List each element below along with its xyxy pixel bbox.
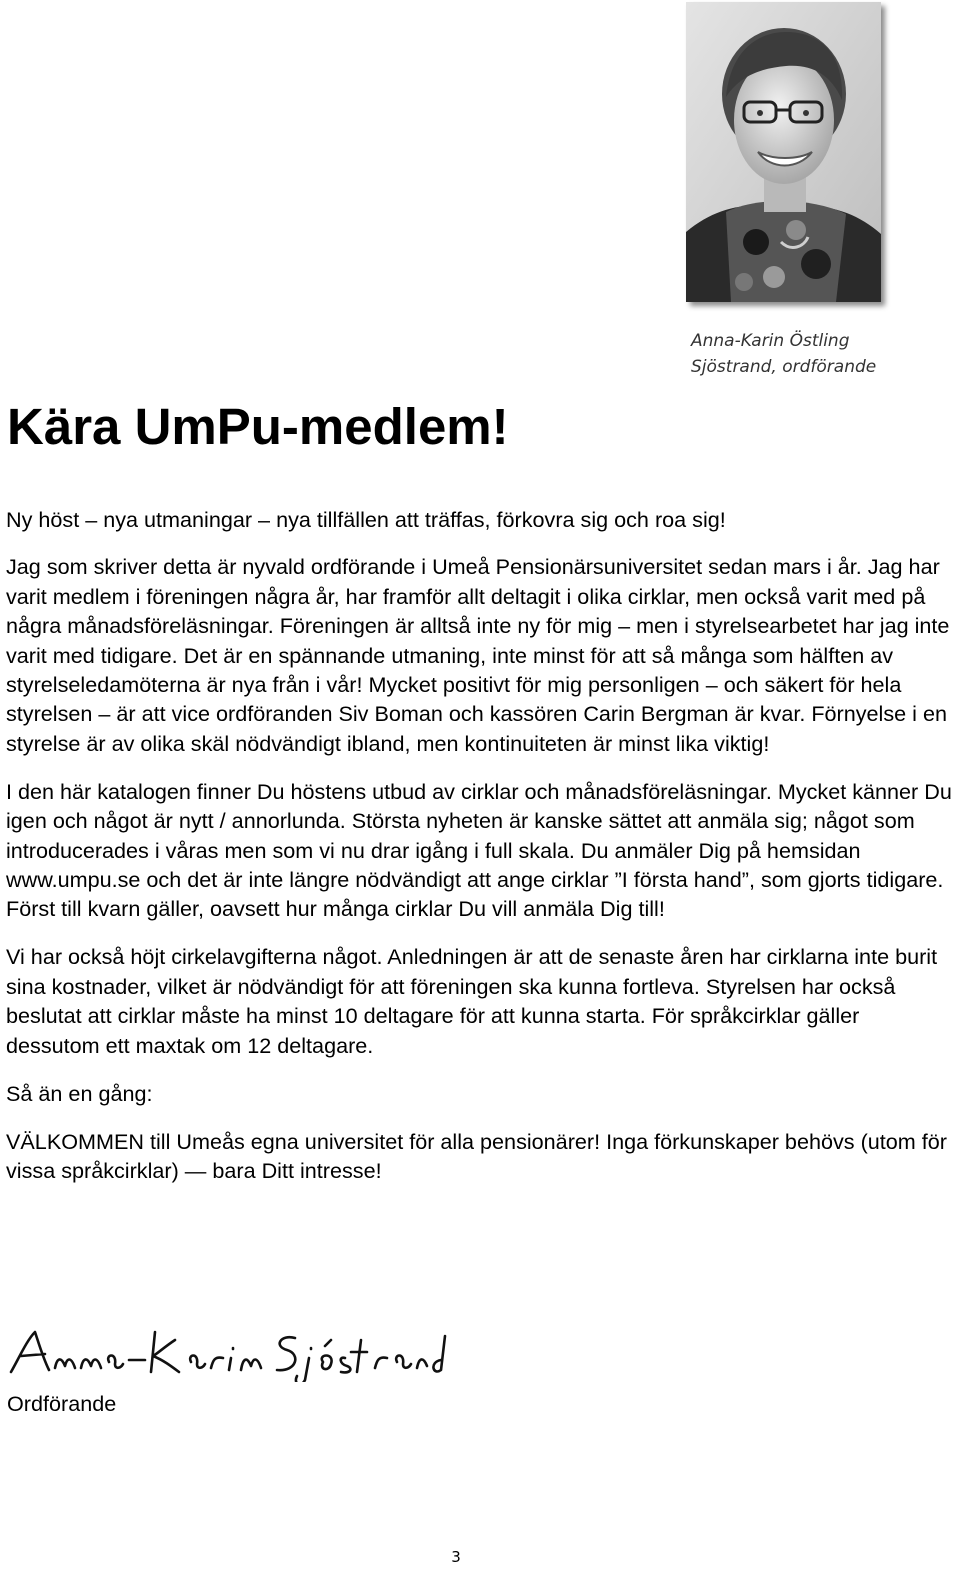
photo-caption: [691, 328, 951, 380]
paragraph-welcome: VÄLKOMMEN till Umeås egna universitet för alla pensionärer! Inga förkunskaper behövs (utom för vissa språkcirklar) — bara Ditt intresse!: [6, 1128, 947, 1184]
paragraph-once-more: Så än en gång:: [6, 1080, 153, 1106]
page-title: Kära UmPu-medlem!: [7, 398, 509, 455]
signature-icon: [5, 1318, 455, 1382]
caption-line-1: Anna-Karin Östling: [691, 331, 850, 351]
handwritten-signature: [5, 1318, 455, 1382]
page-number: 3: [451, 1548, 461, 1566]
paragraph-catalog: I den här katalogen finner Du höstens utbud av cirklar och månadsföreläsningar. Mycket känner Du igen och något är nytt / annorlunda. Största nyheten är kanske sättet att anmäla sig; något som introducerades i våras men som vi nu drar igång i full skala. Du anmäler Dig på hemsidan www.umpu.se och det är inte längre nödvändigt att ange cirklar ”I första hand”, som gjorts tidigare. Först till kvarn gäller, oavsett hur många cirklar Du vill anmäla Dig till!: [6, 778, 952, 922]
letter-body: [6, 505, 954, 1204]
paragraph-intro: Ny höst – nya utmaningar – nya tillfällen att träffas, förkovra sig och roa sig!: [6, 507, 726, 532]
portrait-photo: [686, 2, 881, 302]
signature-title: Ordförande: [7, 1391, 117, 1416]
paragraph-chair: Jag som skriver detta är nyvald ordförande i Umeå Pensionärsuniversitet sedan mars i år. Jag har varit medlem i föreningen några år, har framför allt deltagit i olika cirklar, men också varit med på några månadsföreläsningar. Föreningen är alltså inte ny för mig – men i styrelsearbetet har jag inte varit med tidigare. Det är en spännande utmaning, inte minst för att så många som hälften av styrelseledamöterna är nya från i vår! Mycket positivt för mig personligen – och säkert för hela styrelsen – är att vice ordföranden Siv Boman och kassören Carin Bergman är kvar. Förnyelse i en styrelse är av olika skäl nödvändigt ibland, men kontinuiteten är minst lika viktig!: [6, 554, 950, 756]
caption-line-2: Sjöstrand, ordförande: [691, 357, 877, 377]
portrait-icon: [686, 2, 881, 302]
paragraph-fees: Vi har också höjt cirkelavgifterna något. Anledningen är att de senaste åren har cirklarna inte burit sina kostnader, vilket är nödvändigt för att föreningen ska kunna fortleva. Styrelsen har också beslutat att cirklar måste ha minst 10 deltagare för att kunna starta. För språkcirklar gäller dessutom ett maxtak om 12 deltagare.: [6, 944, 938, 1058]
